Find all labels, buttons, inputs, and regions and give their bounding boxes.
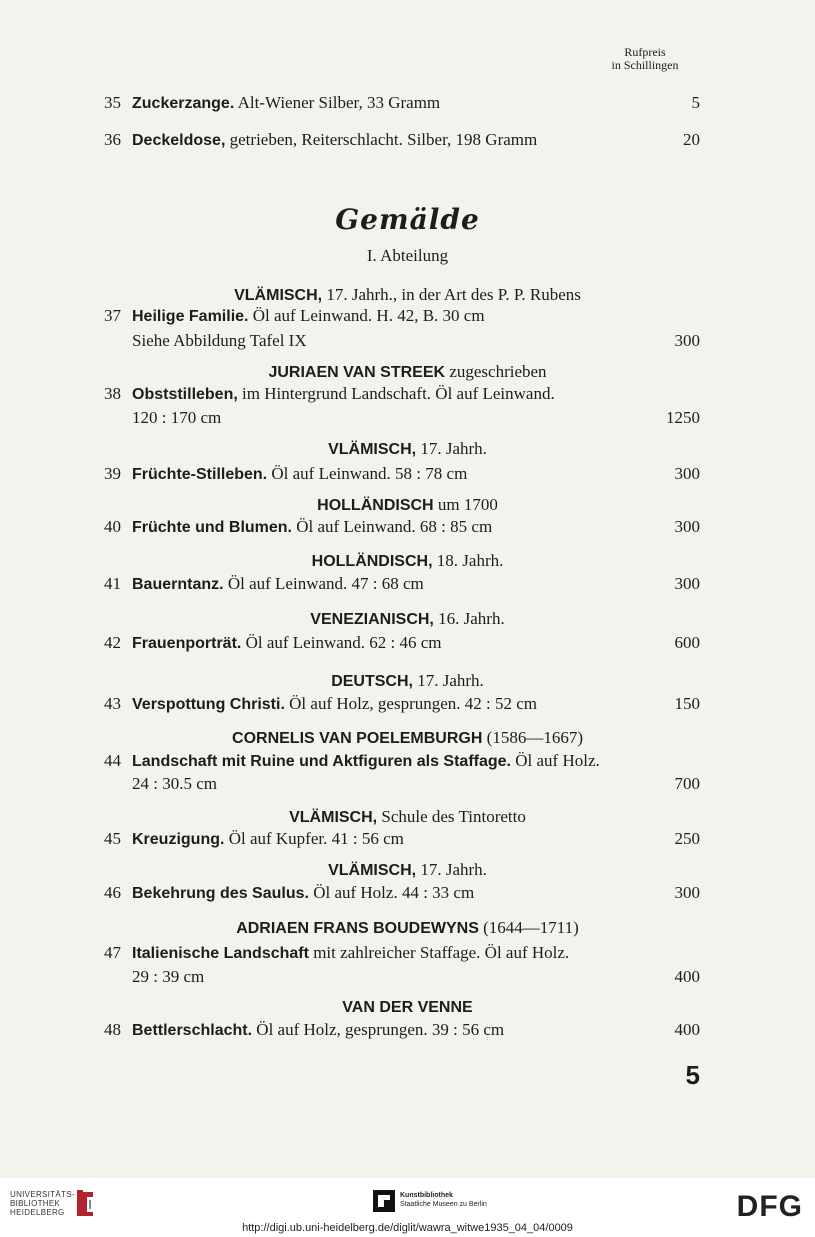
lot-38 (0, 384, 815, 410)
lot-title: Italienische Landschaft (132, 945, 309, 962)
artist-heading (0, 495, 815, 515)
lot-price: 150 (674, 694, 700, 713)
lot-45 (0, 829, 815, 855)
lot-details: Öl auf Holz, gesprungen. 39 : 56 cm (252, 1020, 505, 1039)
lot-details: Öl auf Holz. (511, 751, 600, 770)
artist-name: VLÄMISCH, (328, 441, 417, 458)
lot-37-continuation (0, 331, 815, 357)
university-library-logo-icon (75, 1188, 97, 1218)
lot-dimensions: 29 : 39 cm (132, 967, 205, 986)
lot-price: 400 (674, 967, 700, 986)
artist-name: VENEZIANISCH, (310, 611, 434, 628)
artist-name: VAN DER VENNE (342, 999, 473, 1016)
lot-price: 5 (691, 93, 700, 112)
kunstbibliothek-logo-text[interactable] (400, 1191, 487, 1209)
currency-label: in Schillingen (611, 58, 679, 72)
lot-description (132, 694, 537, 714)
viewer-footer (0, 1178, 815, 1237)
lot-number: 40 (104, 517, 121, 536)
artist-heading (0, 728, 815, 748)
lot-details: Öl auf Leinwand. 68 : 85 cm (292, 517, 493, 536)
lot-price: 300 (674, 331, 700, 350)
lot-number: 47 (104, 943, 121, 962)
lot-47-continuation (0, 967, 815, 993)
artist-attribution: zugeschrieben (445, 362, 547, 381)
lot-40 (0, 517, 815, 543)
lot-number: 45 (104, 829, 121, 848)
lot-number: 41 (104, 574, 121, 593)
lot-details: mit zahlreicher Staffage. Öl auf Holz. (308, 943, 570, 962)
lot-details: Alt-Wiener Silber, 33 Gramm (234, 93, 441, 112)
lot-price: 300 (674, 883, 700, 902)
uhb-line-1: UNIVERSITÄTS- (10, 1190, 75, 1199)
lot-title: Früchte und Blumen. (132, 519, 292, 536)
lot-title: Kreuzigung. (132, 831, 225, 848)
lot-title: Bauerntanz. (132, 576, 224, 593)
permalink-url[interactable]: http://digi.ub.uni-heidelberg.de/diglit/wawra_witwe1935_04_04/0009 (242, 1222, 573, 1234)
lot-46 (0, 883, 815, 909)
lot-36 (0, 130, 815, 156)
lot-description (132, 384, 555, 404)
lot-description (132, 306, 485, 326)
lot-description (132, 517, 492, 537)
lot-details: Öl auf Kupfer. 41 : 56 cm (224, 829, 404, 848)
lot-description (132, 574, 424, 594)
artist-heading (0, 285, 815, 305)
artist-attribution: 16. Jahrh. (433, 609, 505, 628)
lot-title: Frauenporträt. (132, 635, 242, 652)
rufpreis-label: Rufpreis (624, 45, 666, 59)
artist-heading (0, 671, 815, 691)
lot-number: 39 (104, 464, 121, 483)
lot-43 (0, 694, 815, 720)
lot-details: Öl auf Holz, gesprungen. 42 : 52 cm (284, 694, 538, 713)
lot-number: 42 (104, 633, 121, 652)
lot-price: 1250 (666, 408, 700, 427)
kb-line-1: Kunstbibliothek (400, 1192, 453, 1199)
lot-title: Früchte-Stilleben. (132, 466, 268, 483)
lot-description (132, 130, 537, 150)
lot-title: Verspottung Christi. (132, 696, 285, 713)
lot-title: Bettlerschlacht. (132, 1022, 253, 1039)
lot-description (132, 464, 467, 484)
lot-description (132, 943, 569, 963)
lot-description (132, 93, 440, 113)
lot-number: 37 (104, 306, 121, 325)
artist-heading (0, 997, 815, 1017)
price-column-header (590, 46, 700, 72)
artist-heading (0, 551, 815, 571)
lot-details: Öl auf Leinwand. 62 : 46 cm (241, 633, 442, 652)
lot-number: 48 (104, 1020, 121, 1039)
lot-title: Bekehrung des Saulus. (132, 885, 309, 902)
lot-details: Öl auf Holz. 44 : 33 cm (308, 883, 475, 902)
lot-details: getrieben, Reiterschlacht. Silber, 198 Gramm (225, 130, 538, 149)
lot-title: Obststilleben, (132, 386, 238, 403)
lot-details: im Hintergrund Landschaft. Öl auf Leinwand. (237, 384, 555, 403)
page-number: 5 (685, 1060, 700, 1090)
lot-price: 250 (674, 829, 700, 848)
artist-name: VLÄMISCH, (234, 287, 323, 304)
lot-details: Öl auf Leinwand. 47 : 68 cm (223, 574, 424, 593)
artist-name: JURIAEN VAN STREEK (268, 364, 446, 381)
lot-price: 700 (674, 774, 700, 793)
lot-note: Siehe Abbildung Tafel IX (132, 331, 307, 350)
lot-description (132, 1020, 504, 1040)
lot-title: Zuckerzange. (132, 95, 235, 112)
lot-details: Öl auf Leinwand. H. 42, B. 30 cm (248, 306, 485, 325)
artist-name: ADRIAEN FRANS BOUDEWYNS (236, 920, 479, 937)
lot-number: 43 (104, 694, 121, 713)
lot-price: 20 (683, 130, 700, 149)
artist-heading (0, 609, 815, 629)
artist-heading (0, 918, 815, 938)
artist-name: DEUTSCH, (331, 673, 413, 690)
lot-44-continuation (0, 774, 815, 800)
artist-heading (0, 362, 815, 382)
artist-heading (0, 439, 815, 459)
lot-number: 35 (104, 93, 121, 112)
artist-attribution: Schule des Tintoretto (377, 807, 526, 826)
artist-attribution: 17. Jahrh., in der Art des P. P. Rubens (322, 285, 581, 304)
kb-line-2: Staatliche Museen zu Berlin (400, 1201, 487, 1208)
lot-price: 400 (674, 1020, 700, 1039)
lot-description (132, 633, 442, 653)
lot-number: 44 (104, 751, 121, 770)
artist-name: CORNELIS VAN POELEMBURGH (232, 730, 483, 747)
lot-number: 38 (104, 384, 121, 403)
section-title: Gemälde (335, 203, 480, 236)
lot-dimensions: 120 : 170 cm (132, 408, 222, 427)
lot-title: Heilige Familie. (132, 308, 249, 325)
artist-name: VLÄMISCH, (289, 809, 378, 826)
lot-title: Landschaft mit Ruine und Aktfiguren als Staffage. (132, 753, 511, 770)
lot-price: 600 (674, 633, 700, 652)
artist-attribution: 17. Jahrh. (416, 860, 487, 879)
lot-35 (0, 93, 815, 119)
lot-dimensions: 24 : 30.5 cm (132, 774, 217, 793)
uhb-line-2: BIBLIOTHEK (10, 1199, 61, 1208)
lot-description (132, 883, 474, 903)
lot-description (132, 829, 404, 849)
lot-41 (0, 574, 815, 600)
lot-price: 300 (674, 517, 700, 536)
lot-number: 36 (104, 130, 121, 149)
lot-description (132, 751, 600, 771)
lot-39 (0, 464, 815, 490)
lot-37 (0, 306, 815, 332)
lot-price: 300 (674, 464, 700, 483)
artist-dates: (1586—1667) (482, 728, 583, 747)
lot-price: 300 (674, 574, 700, 593)
artist-attribution: um 1700 (433, 495, 498, 514)
university-library-logo-text[interactable] (10, 1190, 75, 1217)
dfg-logo[interactable]: DFG (736, 1190, 803, 1223)
lot-42 (0, 633, 815, 659)
lot-48 (0, 1020, 815, 1046)
artist-attribution: 18. Jahrh. (432, 551, 504, 570)
artist-name: VLÄMISCH, (328, 862, 417, 879)
artist-name: HOLLÄNDISCH, (311, 553, 433, 570)
lot-details: Öl auf Leinwand. 58 : 78 cm (267, 464, 468, 483)
artist-dates: (1644—1711) (478, 918, 579, 937)
uhb-line-3: HEIDELBERG (10, 1208, 65, 1217)
artist-heading (0, 807, 815, 827)
artist-heading (0, 860, 815, 880)
artist-name: HOLLÄNDISCH (317, 497, 434, 514)
artist-attribution: 17. Jahrh. (412, 671, 484, 690)
lot-47 (0, 943, 815, 969)
kunstbibliothek-logo-icon (373, 1190, 395, 1212)
artist-attribution: 17. Jahrh. (416, 439, 487, 458)
lot-38-continuation (0, 408, 815, 434)
section-subtitle: I. Abteilung (366, 246, 449, 265)
lot-number: 46 (104, 883, 121, 902)
lot-title: Deckeldose, (132, 132, 226, 149)
